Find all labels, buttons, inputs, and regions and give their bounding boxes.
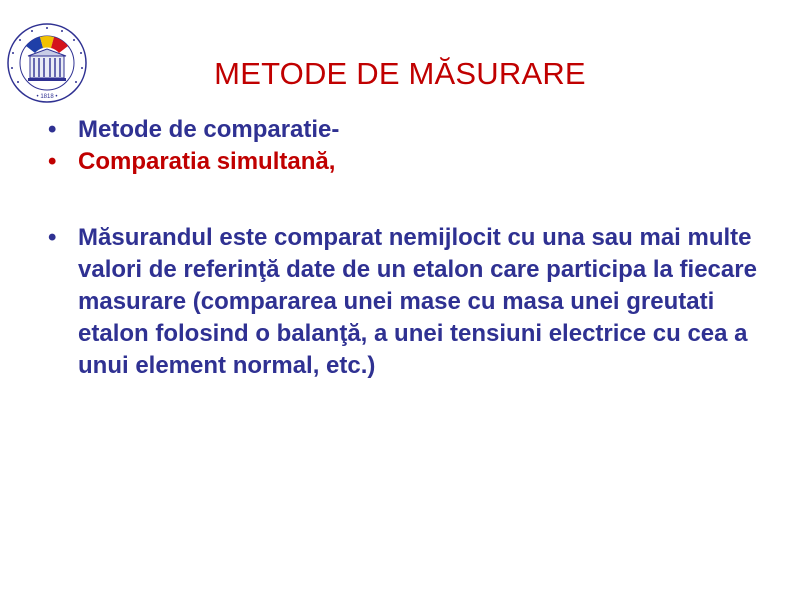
bullet-item-highlighted bbox=[48, 146, 768, 178]
bullet-marker: • bbox=[48, 224, 57, 251]
bullet-text: Măsurandul este comparat nemijlocit cu una sau mai multe valori de referinţă date de un etalon care participa la fiecare masurare (compararea unei mase cu masa unei greutati etalon folosind o balanţă, a unei tensiuni electrice cu cea a unui element normal, etc.) bbox=[78, 224, 757, 379]
bullet-item bbox=[48, 222, 768, 382]
bullet-text: Metode de comparatie- bbox=[78, 116, 340, 143]
slide-title: METODE DE MĂSURARE bbox=[214, 56, 586, 91]
svg-text:• 1818 •: • 1818 • bbox=[36, 94, 58, 100]
bullet-marker: • bbox=[48, 148, 57, 175]
bullet-text: Comparatia simultană, bbox=[78, 148, 336, 175]
bullet-item bbox=[48, 114, 768, 146]
bullet-list bbox=[48, 114, 768, 382]
bullet-marker: • bbox=[48, 116, 57, 143]
